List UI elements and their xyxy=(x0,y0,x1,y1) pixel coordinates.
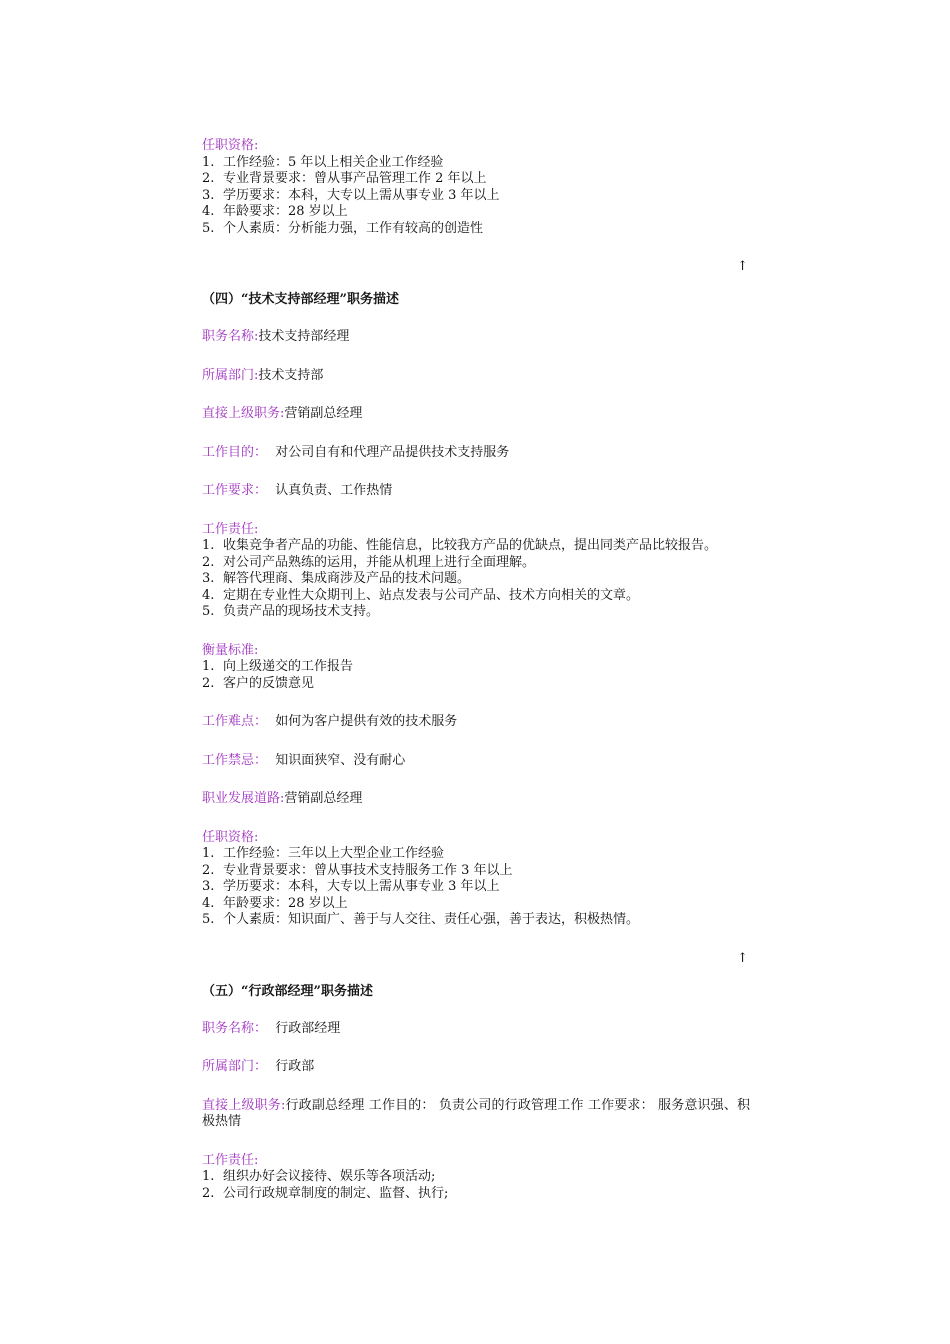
list-item: 2. 专业背景要求：曾从事技术支持服务工作 3 年以上 xyxy=(202,862,513,878)
qualification-label: 任职资格: xyxy=(202,138,259,153)
document-content xyxy=(202,138,750,1202)
list-item: 2. 专业背景要求：曾从事产品管理工作 2 年以上 xyxy=(202,171,487,186)
duty-list xyxy=(202,1169,750,1202)
job-title-row: 职务名称:技术支持部经理 xyxy=(202,329,350,344)
duty-list xyxy=(202,538,750,621)
duty-label: 工作责任: xyxy=(202,1152,259,1168)
job-title-row: 职务名称： 行政部经理 xyxy=(202,1020,341,1036)
back-to-top-arrow-icon[interactable]: ↑ xyxy=(737,950,748,966)
list-item: 5. 负责产品的现场技术支持。 xyxy=(202,604,380,619)
taboo-row: 工作禁忌： 知识面狭窄、没有耐心 xyxy=(202,752,406,768)
career-path-row: 职业发展道路:营销副总经理 xyxy=(202,791,363,806)
list-item: 2. 客户的反馈意见 xyxy=(202,675,315,691)
qualification-label: 任职资格: xyxy=(202,829,259,845)
duty-label: 工作责任: xyxy=(202,521,259,537)
back-to-top-arrow-icon[interactable]: ↑ xyxy=(737,259,748,274)
list-item: 4. 年龄要求：28 岁以上 xyxy=(202,204,348,219)
purpose-row: 工作目的： 对公司自有和代理产品提供技术支持服务 xyxy=(202,444,510,460)
requirement-row: 工作要求： 认真负责、工作热情 xyxy=(202,483,393,498)
list-item: 2. 对公司产品熟练的运用，并能从机理上进行全面理解。 xyxy=(202,554,536,570)
list-item: 5. 个人素质：分析能力强，工作有较高的创造性 xyxy=(202,220,484,236)
list-item: 1. 收集竞争者产品的功能、性能信息，比较我方产品的优缺点，提出同类产品比较报告。 xyxy=(202,538,718,553)
measure-list xyxy=(202,659,750,692)
qualification-list xyxy=(202,846,750,929)
section-heading: （五）“行政部经理”职务描述 xyxy=(202,983,373,999)
list-item: 1. 向上级递交的工作报告 xyxy=(202,659,354,674)
measure-label: 衡量标准: xyxy=(202,642,259,658)
list-item: 4. 定期在专业性大众期刊上、站点发表与公司产品、技术方向相关的文章。 xyxy=(202,587,640,603)
superior-row: 直接上级职务:营销副总经理 xyxy=(202,406,363,421)
department-row: 所属部门:技术支持部 xyxy=(202,367,324,383)
list-item: 3. 学历要求：本科，大专以上需从事专业 3 年以上 xyxy=(202,187,500,203)
section-heading: （四）“技术支持部经理”职务描述 xyxy=(202,292,399,307)
list-item: 2. 公司行政规章制度的制定、监督、执行; xyxy=(202,1185,449,1201)
list-item: 5. 个人素质：知识面广、善于与人交往、责任心强，善于表达，积极热情。 xyxy=(202,912,640,927)
list-item: 1. 组织办好会议接待、娱乐等各项活动; xyxy=(202,1169,436,1184)
list-item: 1. 工作经验：三年以上大型企业工作经验 xyxy=(202,846,445,861)
difficulty-row: 工作难点： 如何为客户提供有效的技术服务 xyxy=(202,714,458,729)
department-row: 所属部门： 行政部 xyxy=(202,1059,315,1074)
list-item: 3. 学历要求：本科，大专以上需从事专业 3 年以上 xyxy=(202,879,500,894)
list-item: 3. 解答代理商、集成商涉及产品的技术问题。 xyxy=(202,571,471,586)
list-item: 4. 年龄要求：28 岁以上 xyxy=(202,895,348,911)
list-item: 1. 工作经验：5 年以上相关企业工作经验 xyxy=(202,154,444,170)
superior-row: 直接上级职务:行政副总经理 工作目的： 负责公司的行政管理工作 工作要求： 服务意识强、积极热情 xyxy=(202,1097,751,1129)
qualification-list xyxy=(202,155,750,238)
